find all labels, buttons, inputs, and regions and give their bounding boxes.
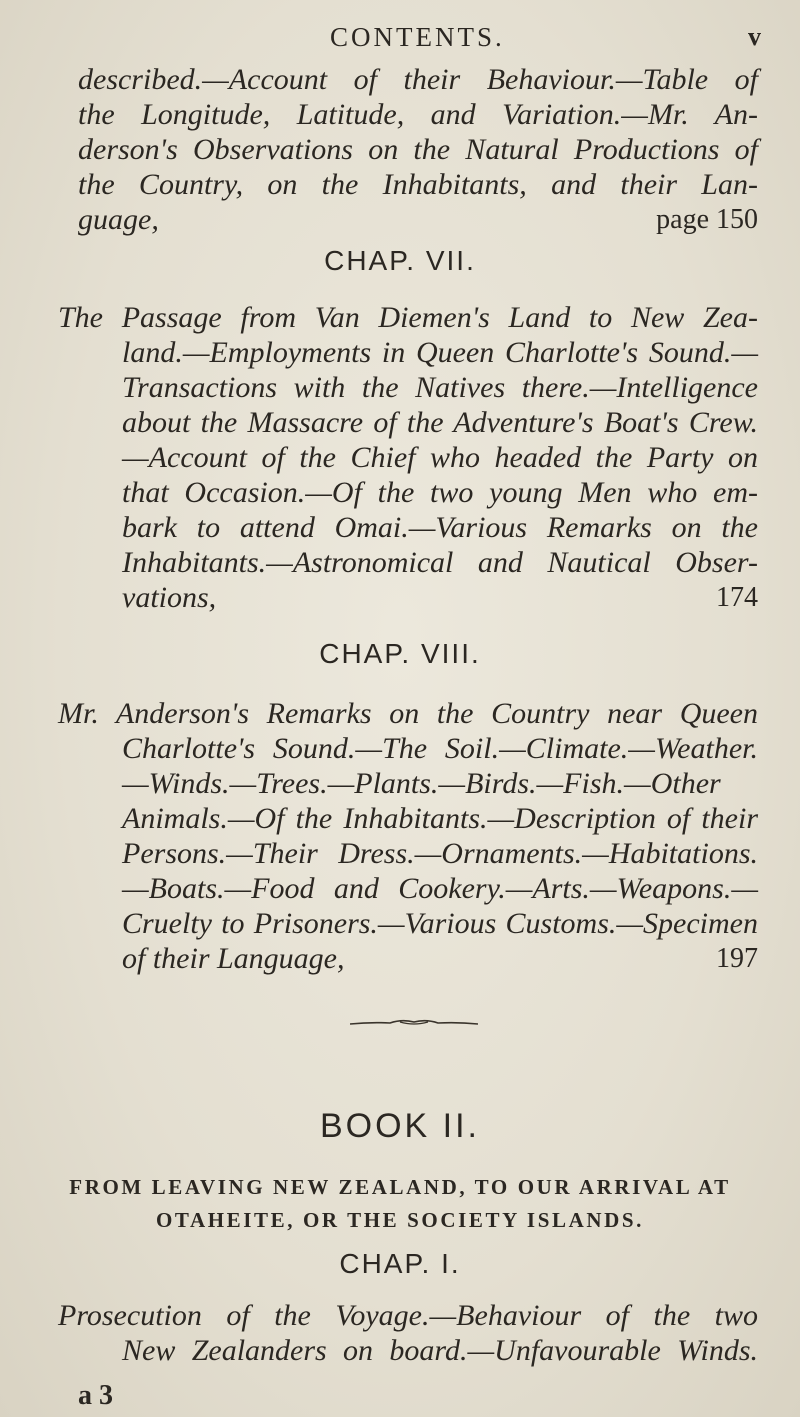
chapter-heading-i: CHAP. I. [339,1248,461,1279]
contents-entry-chap6 [78,62,758,237]
page-number: v [748,22,761,51]
entry-line-end: vations, [122,581,217,614]
entry-line: Persons.—Their Dress.—Ornaments.—Habitations. [122,837,758,870]
contents-entry-chap8 [58,696,758,976]
entry-line: about the Massacre of the Adventure's Boat's Crew. [122,406,758,439]
entry-line: the Longitude, Latitude, and Variation.—Mr. An- [78,98,758,131]
entry-line: Cruelty to Prisoners.—Various Customs.—Specimen [122,907,758,940]
signature-mark: a 3 [78,1380,113,1411]
entry-line: Charlotte's Sound.—The Soil.—Climate.—Weather. [122,732,758,765]
entry-line: bark to attend Omai.—Various Remarks on the [122,511,758,544]
contents-entry-book2-chap1 [58,1298,758,1368]
entry-line: described.—Account of their Behaviour.—Table of [78,63,758,96]
entry-last-line [78,202,758,237]
entry-line: The Passage from Van Diemen's Land to New Zea- [58,301,758,334]
page-reference: 197 [716,943,758,974]
entry-line: the Country, on the Inhabitants, and their Lan- [78,168,758,201]
entry-line: Animals.—Of the Inhabitants.—Description of their [122,802,758,835]
entry-line: derson's Observations on the Natural Productions of [78,133,758,166]
entry-last-line [78,580,758,615]
entry-line-end: of their Language, [122,942,345,975]
book-subtitle-line-2: OTAHEITE, OR THE SOCIETY ISLANDS. [155,1208,645,1232]
page-reference: page 150 [656,204,758,235]
running-head [0,20,800,60]
entry-line: New Zealanders on board.—Unfavourable Winds. [122,1334,758,1367]
chapter-heading-vii: CHAP. VII. [324,245,476,276]
page-reference: 174 [716,582,758,613]
entry-last-line [78,941,758,976]
entry-line-end: guage, [78,203,159,236]
book-title: BOOK II. [319,1107,481,1145]
entry-line: —Account of the Chief who headed the Party on [122,441,758,474]
entry-line: Mr. Anderson's Remarks on the Country near Queen [58,697,758,730]
entry-line: Transactions with the Natives there.—Intelligence [122,371,758,404]
chapter-heading-viii: CHAP. VIII. [319,638,481,669]
contents-entry-chap7 [58,300,758,615]
entry-line: —Boats.—Food and Cookery.—Arts.—Weapons.— [122,872,758,905]
running-head-title: CONTENTS. [330,22,505,52]
book-subtitle-line-1: FROM LEAVING NEW ZEALAND, TO OUR ARRIVAL AT [69,1175,731,1199]
entry-line: that Occasion.—Of the two young Men who em- [122,476,758,509]
entry-line: Inhabitants.—Astronomical and Nautical Obser- [122,546,758,579]
entry-line: Prosecution of the Voyage.—Behaviour of the two [58,1299,758,1332]
entry-line: land.—Employments in Queen Charlotte's Sound.— [122,336,758,369]
entry-line: —Winds.—Trees.—Plants.—Birds.—Fish.—Other [122,767,721,800]
ornamental-rule [350,1018,478,1028]
